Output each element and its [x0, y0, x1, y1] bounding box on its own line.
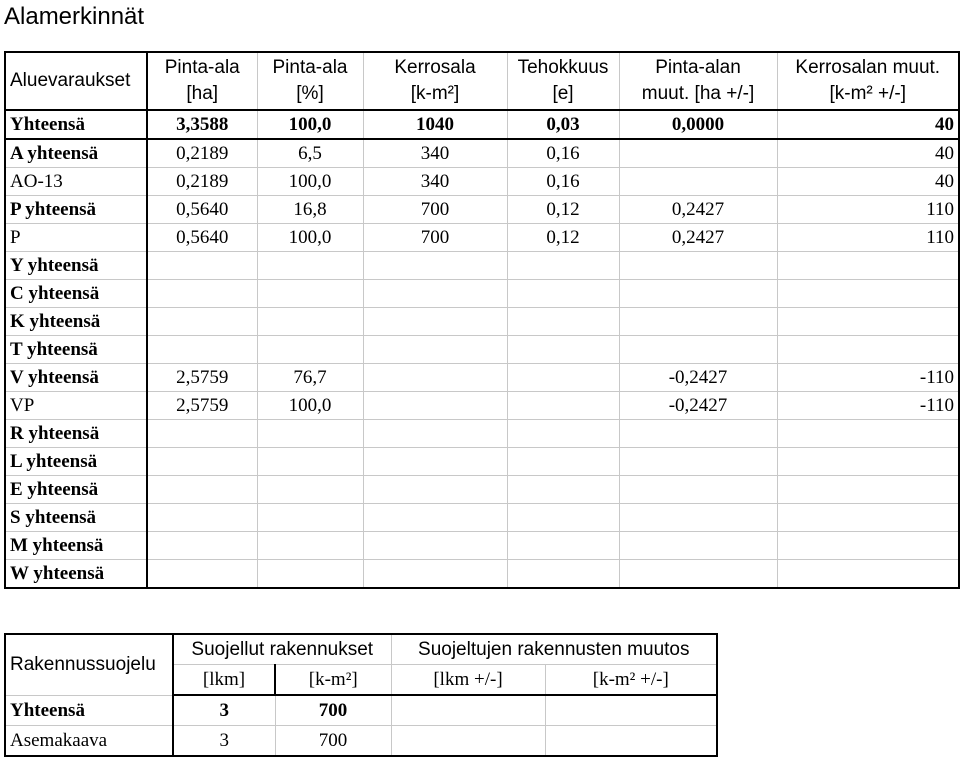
table-row [5, 110, 959, 139]
cell-tehokkuus [507, 336, 619, 364]
cell-kerrosala [363, 308, 507, 336]
cell-pinta-ala-ha: 3,3588 [147, 110, 257, 139]
cell-kerrosala [363, 336, 507, 364]
row-label: C yhteensä [5, 280, 147, 308]
cell-kerrosala: 340 [363, 139, 507, 168]
cell-tehokkuus [507, 252, 619, 280]
cell-pinta-ala-ha [147, 420, 257, 448]
cell-tehokkuus [507, 560, 619, 589]
table-header-row [5, 634, 717, 665]
row-label: T yhteensä [5, 336, 147, 364]
cell-pinta-ala-ha: 0,2189 [147, 139, 257, 168]
header-unit: [ha] [186, 83, 219, 104]
cell-kerrosalan-muut: 110 [777, 224, 959, 252]
cell-pinta-ala-pct: 76,7 [257, 364, 363, 392]
cell-pinta-ala-pct [257, 308, 363, 336]
cell-kerrosala: 700 [363, 224, 507, 252]
cell-pinta-ala-ha [147, 308, 257, 336]
cell-pinta-ala-ha [147, 560, 257, 589]
header-rakennussuojelu: Rakennussuojelu [5, 634, 173, 695]
table-row [5, 476, 959, 504]
cell-tehokkuus: 0,16 [507, 139, 619, 168]
cell-pinta-ala-ha [147, 336, 257, 364]
cell-kerrosala [363, 364, 507, 392]
cell-pinta-ala-pct [257, 336, 363, 364]
cell-tehokkuus [507, 448, 619, 476]
header-text: Kerrosalan muut. [795, 57, 941, 78]
row-label: K yhteensä [5, 308, 147, 336]
row-label: AO-13 [5, 168, 147, 196]
header-unit: [%] [296, 83, 324, 104]
cell-tehokkuus [507, 364, 619, 392]
cell-kerrosala [363, 448, 507, 476]
cell-pinta-ala-ha [147, 532, 257, 560]
cell-kerrosalan-muut: 40 [777, 168, 959, 196]
table-row [5, 364, 959, 392]
table-row [5, 448, 959, 476]
cell-kerrosalan-muut [777, 504, 959, 532]
cell-lkm: 3 [173, 726, 275, 757]
cell-kerrosalan-muut: -110 [777, 392, 959, 420]
cell-kerrosala: 700 [363, 196, 507, 224]
cell-pinta-ala-ha [147, 252, 257, 280]
cell-pinta-alan-muut [619, 168, 777, 196]
cell-tehokkuus [507, 476, 619, 504]
cell-tehokkuus [507, 420, 619, 448]
cell-k-m2-change [545, 695, 717, 726]
page-title: Alamerkinnät [4, 3, 145, 30]
table-row [5, 252, 959, 280]
row-label: Asemakaava [5, 726, 173, 757]
cell-kerrosalan-muut [777, 532, 959, 560]
cell-pinta-ala-ha: 0,5640 [147, 196, 257, 224]
header-text: Kerrosala [394, 57, 476, 78]
header-text: Tehokkuus [517, 57, 609, 78]
header-suojeltujen-muutos: Suojeltujen rakennusten muutos [391, 634, 717, 665]
cell-pinta-alan-muut: -0,2427 [619, 364, 777, 392]
cell-pinta-alan-muut [619, 252, 777, 280]
cell-kerrosalan-muut [777, 252, 959, 280]
cell-pinta-ala-pct: 6,5 [257, 139, 363, 168]
cell-kerrosalan-muut: 40 [777, 110, 959, 139]
cell-pinta-ala-pct [257, 280, 363, 308]
row-label: E yhteensä [5, 476, 147, 504]
cell-pinta-ala-pct [257, 252, 363, 280]
cell-pinta-alan-muut [619, 308, 777, 336]
cell-lkm-change [391, 695, 545, 726]
cell-tehokkuus: 0,12 [507, 196, 619, 224]
cell-pinta-ala-ha [147, 448, 257, 476]
cell-kerrosala [363, 560, 507, 589]
cell-kerrosalan-muut [777, 448, 959, 476]
header-unit: [e] [552, 83, 574, 104]
cell-pinta-alan-muut [619, 336, 777, 364]
row-label: M yhteensä [5, 532, 147, 560]
header-unit: [k-m² +/-] [829, 83, 907, 104]
row-label: A yhteensä [5, 139, 147, 168]
row-label: P [5, 224, 147, 252]
header-text: Pinta-ala [272, 57, 348, 78]
cell-pinta-ala-pct [257, 448, 363, 476]
cell-tehokkuus [507, 280, 619, 308]
cell-kerrosala: 340 [363, 168, 507, 196]
header-text: Pinta-ala [164, 57, 240, 78]
cell-pinta-alan-muut [619, 280, 777, 308]
row-label: P yhteensä [5, 196, 147, 224]
cell-kerrosalan-muut [777, 560, 959, 589]
cell-pinta-alan-muut [619, 420, 777, 448]
cell-pinta-alan-muut: 0,2427 [619, 196, 777, 224]
subheader-lkm: [lkm] [173, 665, 275, 696]
table-row [5, 392, 959, 420]
header-suojellut-rakennukset: Suojellut rakennukset [173, 634, 391, 665]
cell-kerrosalan-muut [777, 336, 959, 364]
cell-pinta-ala-pct [257, 504, 363, 532]
table-row [5, 139, 959, 168]
cell-kerrosala [363, 476, 507, 504]
header-kerrosalan-muut [777, 52, 959, 110]
subheader-k-m2: [k-m²] [275, 665, 391, 696]
row-label: W yhteensä [5, 560, 147, 589]
cell-kerrosalan-muut [777, 420, 959, 448]
row-label: VP [5, 392, 147, 420]
cell-kerrosalan-muut [777, 280, 959, 308]
cell-pinta-alan-muut [619, 532, 777, 560]
header-pinta-ala-ha [147, 52, 257, 110]
header-pinta-alan-muut [619, 52, 777, 110]
cell-k-m2-change [545, 726, 717, 757]
table-row [5, 308, 959, 336]
cell-kerrosalan-muut: 110 [777, 196, 959, 224]
cell-pinta-ala-pct [257, 420, 363, 448]
cell-kerrosalan-muut: -110 [777, 364, 959, 392]
row-label: Yhteensä [5, 695, 173, 726]
cell-pinta-ala-pct: 100,0 [257, 110, 363, 139]
header-text: Pinta-alan [655, 57, 741, 78]
subheader-k-m2-change: [k-m² +/-] [545, 665, 717, 696]
table-row [5, 224, 959, 252]
cell-pinta-ala-ha [147, 476, 257, 504]
header-tehokkuus [507, 52, 619, 110]
cell-pinta-ala-ha [147, 280, 257, 308]
table-row [5, 168, 959, 196]
cell-kerrosala: 1040 [363, 110, 507, 139]
table-row [5, 196, 959, 224]
table-row [5, 532, 959, 560]
cell-tehokkuus [507, 504, 619, 532]
cell-pinta-ala-ha: 2,5759 [147, 364, 257, 392]
cell-pinta-alan-muut: -0,2427 [619, 392, 777, 420]
header-pinta-ala-pct [257, 52, 363, 110]
cell-kerrosalan-muut [777, 476, 959, 504]
row-label: Yhteensä [5, 110, 147, 139]
cell-tehokkuus [507, 308, 619, 336]
row-label: Y yhteensä [5, 252, 147, 280]
header-unit: muut. [ha +/-] [641, 83, 755, 104]
cell-pinta-alan-muut [619, 448, 777, 476]
cell-pinta-ala-pct: 100,0 [257, 168, 363, 196]
cell-kerrosala [363, 504, 507, 532]
building-protection-table [4, 633, 718, 757]
subheader-lkm-change: [lkm +/-] [391, 665, 545, 696]
cell-k-m2: 700 [275, 726, 391, 757]
row-label: R yhteensä [5, 420, 147, 448]
cell-pinta-ala-ha [147, 504, 257, 532]
cell-pinta-alan-muut: 0,2427 [619, 224, 777, 252]
cell-pinta-ala-pct [257, 532, 363, 560]
cell-kerrosala [363, 420, 507, 448]
land-use-table [4, 51, 960, 589]
cell-pinta-alan-muut [619, 504, 777, 532]
cell-tehokkuus [507, 532, 619, 560]
header-kerrosala [363, 52, 507, 110]
cell-pinta-ala-ha: 0,2189 [147, 168, 257, 196]
cell-kerrosalan-muut [777, 308, 959, 336]
row-label: S yhteensä [5, 504, 147, 532]
cell-pinta-ala-pct: 16,8 [257, 196, 363, 224]
cell-pinta-ala-pct: 100,0 [257, 224, 363, 252]
cell-kerrosala [363, 252, 507, 280]
header-aluevaraukset: Aluevaraukset [5, 52, 147, 110]
table-row [5, 504, 959, 532]
cell-kerrosala [363, 532, 507, 560]
table-row [5, 336, 959, 364]
cell-pinta-ala-pct: 100,0 [257, 392, 363, 420]
row-label: V yhteensä [5, 364, 147, 392]
cell-pinta-alan-muut: 0,0000 [619, 110, 777, 139]
cell-pinta-ala-ha: 2,5759 [147, 392, 257, 420]
row-label: L yhteensä [5, 448, 147, 476]
cell-pinta-alan-muut [619, 476, 777, 504]
table-row [5, 695, 717, 726]
table-row [5, 420, 959, 448]
cell-pinta-ala-ha: 0,5640 [147, 224, 257, 252]
cell-lkm-change [391, 726, 545, 757]
cell-lkm: 3 [173, 695, 275, 726]
cell-kerrosala [363, 392, 507, 420]
cell-tehokkuus: 0,03 [507, 110, 619, 139]
cell-pinta-ala-pct [257, 560, 363, 589]
cell-kerrosala [363, 280, 507, 308]
cell-k-m2: 700 [275, 695, 391, 726]
cell-pinta-ala-pct [257, 476, 363, 504]
cell-tehokkuus: 0,12 [507, 224, 619, 252]
cell-tehokkuus [507, 392, 619, 420]
cell-pinta-alan-muut [619, 139, 777, 168]
cell-kerrosalan-muut: 40 [777, 139, 959, 168]
table-row [5, 560, 959, 589]
cell-pinta-alan-muut [619, 560, 777, 589]
cell-tehokkuus: 0,16 [507, 168, 619, 196]
table-header-row [5, 52, 959, 110]
header-unit: [k-m²] [410, 83, 460, 104]
table-row [5, 726, 717, 757]
table-row [5, 280, 959, 308]
